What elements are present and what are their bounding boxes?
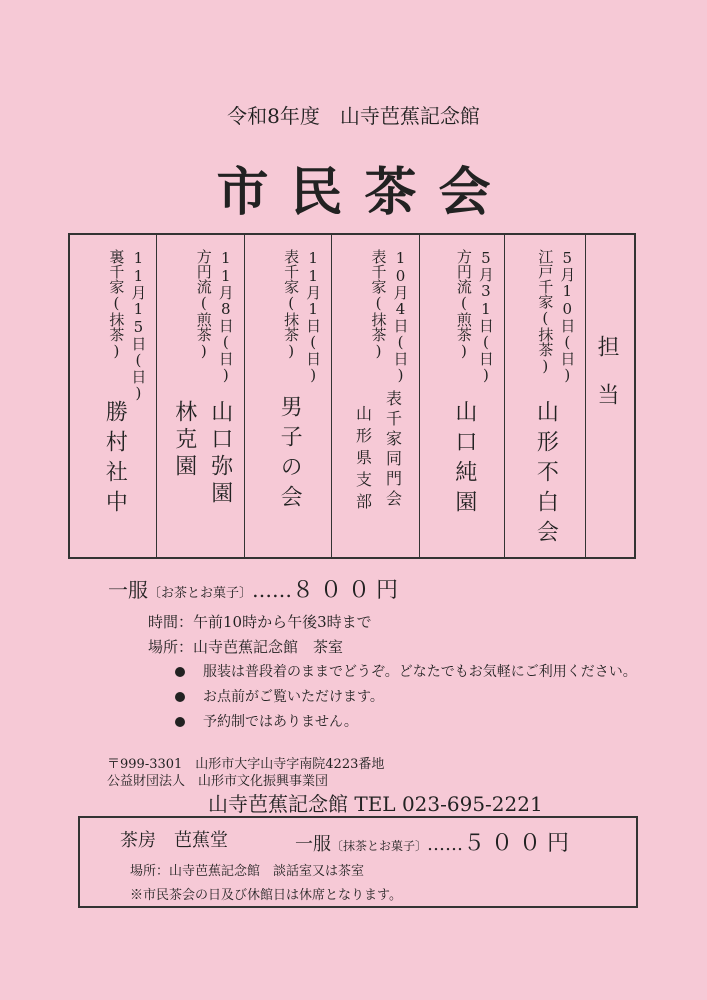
event-column-5 — [157, 235, 244, 557]
event-date: 10月4日(日) — [391, 249, 410, 384]
museum-name: 山寺芭蕉記念館 — [208, 792, 348, 816]
note-text: お点前がご覧いただけます。 — [203, 689, 384, 705]
telephone: TEL 023-695-2221 — [354, 792, 543, 816]
event-host: 山形不白会 — [533, 400, 559, 550]
cafe-place: 場所：山寺芭蕉記念館 談話室又は茶室 — [130, 864, 365, 879]
header-label: 担当 — [593, 335, 619, 431]
note-item — [175, 711, 358, 731]
event-column-1 — [505, 235, 586, 557]
cafe-note: ※市民茶会の日及び休館日は休席となります。 — [130, 888, 402, 903]
cafe-name: 茶房 芭蕉堂 — [120, 830, 228, 851]
event-column-2 — [420, 235, 505, 557]
event-date: 11月15日(日) — [129, 249, 148, 402]
note-text: 予約制ではありません。 — [203, 714, 358, 730]
cafe-price-dots: …… — [427, 834, 464, 855]
event-host: 表千家同門会 — [383, 390, 403, 510]
event-column-6 — [70, 235, 157, 557]
event-date: 5月31日(日) — [476, 249, 495, 384]
event-school: 方円流(煎茶) — [194, 249, 213, 360]
cafe-price-label: 一服 — [295, 834, 331, 855]
event-date: 5月10日(日) — [558, 249, 577, 384]
note-text: 服装は普段着のままでどうぞ。どなたでもお気軽にご利用ください。 — [203, 664, 637, 680]
cafe-price-amount: ５００円 — [463, 831, 576, 856]
event-school: 表千家(抹茶) — [369, 249, 388, 360]
price-amount: ８００円 — [292, 578, 405, 603]
event-date: 11月1日(日) — [304, 249, 323, 384]
note-item — [175, 661, 637, 681]
cafe-box — [78, 816, 638, 908]
note-item — [175, 686, 384, 706]
event-column-3 — [332, 235, 419, 557]
cafe-price-detail: 〔抹茶とお菓子〕 — [331, 839, 428, 853]
organization: 公益財団法人 山形市文化振興事業団 — [107, 774, 329, 789]
place-info: 場所：山寺芭蕉記念館 茶室 — [148, 638, 344, 656]
event-school: 裏千家(抹茶) — [107, 249, 126, 360]
bullet-icon — [175, 667, 185, 677]
event-host-2: 林克園 — [171, 400, 197, 481]
cafe-price — [295, 826, 575, 857]
price-label: 一服 — [108, 578, 148, 602]
time-info: 時間：午前10時から午後3時まで — [148, 613, 372, 631]
price-dots: …… — [252, 578, 293, 602]
address: 〒999-3301 山形市大字山寺字南院4223番地 — [107, 757, 385, 772]
event-school: 表千家(抹茶) — [282, 249, 301, 360]
event-host-2: 山形県支部 — [353, 405, 373, 515]
event-school: 江戸千家(抹茶) — [536, 249, 555, 375]
subtitle: 令和8年度 山寺芭蕉記念館 — [227, 104, 480, 128]
page-title: 市民茶会 — [216, 162, 513, 223]
price-line — [108, 573, 404, 604]
event-host: 山口弥園 — [207, 400, 233, 508]
event-host: 勝村社中 — [102, 400, 128, 520]
bullet-icon — [175, 692, 185, 702]
header-column — [586, 235, 634, 557]
event-host: 山口純園 — [451, 400, 477, 520]
event-school: 方円流(煎茶) — [454, 249, 473, 360]
event-host: 男子の会 — [277, 395, 303, 515]
event-date: 11月8日(日) — [216, 249, 235, 384]
price-detail: 〔お茶とお菓子〕 — [148, 586, 253, 601]
schedule-table — [68, 233, 636, 559]
museum-contact — [208, 788, 543, 817]
bullet-icon — [175, 717, 185, 727]
event-column-4 — [245, 235, 332, 557]
